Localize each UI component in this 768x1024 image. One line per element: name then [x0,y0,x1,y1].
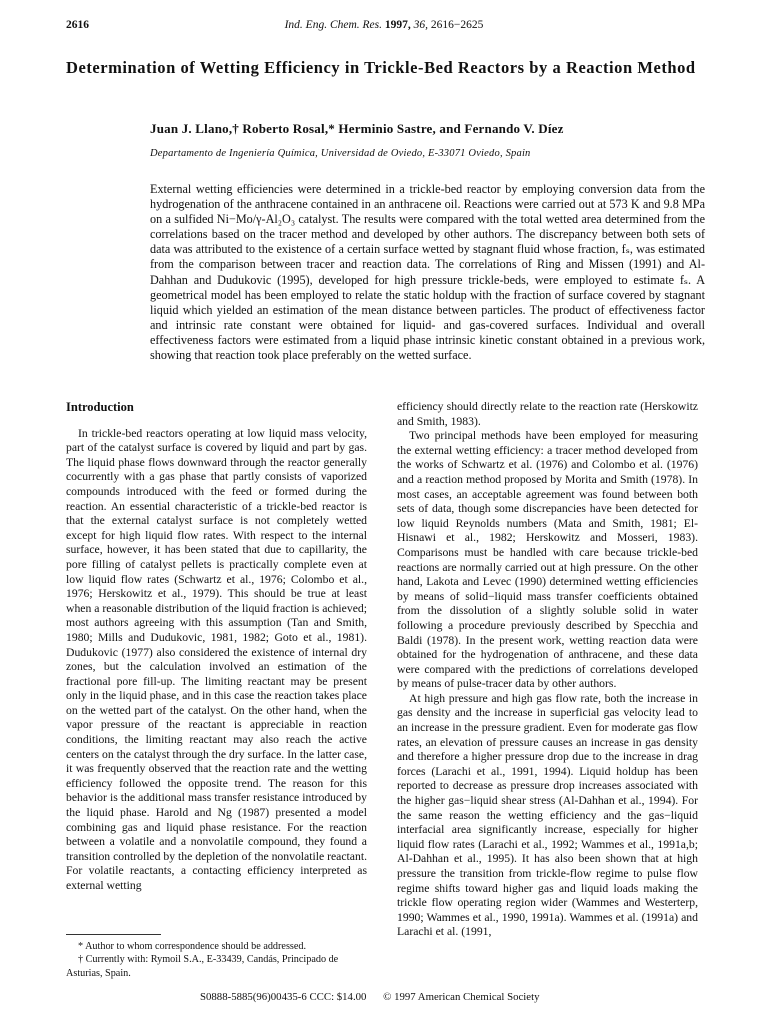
affiliation: Departamento de Ingeniería Química, Universidad de Oviedo, E-33071 Oviedo, Spain [150,148,531,159]
journal-pages: 2616−2625 [430,19,484,31]
copyright-notice: © 1997 American Chemical Society [383,991,540,1003]
section-heading-introduction: Introduction [66,400,134,414]
footnotes [66,940,367,980]
footnote-current-address: † Currently with: Rymoil S.A., E-33439, Candás, Principado de Asturias, Spain. [66,954,339,979]
right-column [397,400,698,940]
page-number: 2616 [66,19,89,31]
body-paragraph: At high pressure and high gas flow rate, both the increase in gas density and the increase in superficial gas velocity lead to an increase in the pressure gradient. Even for moderate gas flow rates, an elevation of pressure causes an increase in gas density and therefore a higher pressure drop due to the increase in drag forces (Larachi et al., 1991, 1994). Liquid holdup has been reported to decrease as pressure drop increases associated with the higher gas−liquid shear stress (Al-Dahhan et al., 1994). For the same reason the wetting efficiency and the gas−liquid interfacial area significantly increase, especially for higher liquid flow rates (Larachi et al., 1992; Wammes et al., 1991a,b; Al-Dahhan et al., 1995). It has also been shown that at high pressure the transition from trickle-flow regime to pulse flow regime shifts toward higher gas and liquid loads making the trickle flow operating region wider (Wammes and Westerterp, 1990; Wammes et al., 1990, 1991a). Wammes et al. (1991a) and Larachi et al. (1991, [397,691,698,939]
journal-citation [66,19,702,31]
author-list: Juan J. Llano,† Roberto Rosal,* Herminio Sastre, and Fernando V. Díez [150,121,564,136]
journal-volume: 36, [413,19,429,31]
body-paragraph: In trickle-bed reactors operating at low liquid mass velocity, part of the catalyst surface is covered by liquid and part by gas. The liquid phase flows downward through the reactor generally cocurrently with a gas phase that partly consists of vaporized compounds introduced with the feed or formed during the reaction. An essential characteristic of a trickle-bed reactor is that the external catalyst surface is not completely wetted except for high liquid flow rates. With respect to the internal surface, however, it has been stated that due to capillarity, the pore filling of catalyst pellets is practically complete even at low liquid flow rates (Schwartz et al., 1976; Colombo et al., 1976; Herskowitz et al., 1979). This should be true at least when a reasonable distribution of the liquid fraction is achieved; most authors agreeing with this assumption (Tan and Smith, 1980; Mills and Dudukovic, 1981, 1982; Goto et al., 1981). Dudukovic (1977) also considered the existence of internal dry zones, but the calculation involved an estimation of the fractional pore fill-up. The limiting reactant may be present only in the liquid phase, and in this case the reaction takes place on the wetted part of the catalyst. On the other hand, when the vapor pressure of the reactant is appreciable in reaction conditions, the limiting reactant may also reach the active centers on the catalyst through the dry surface. In the latter case, it was frequently observed that the reaction rate and the wetting efficiency followed the opposite trend. The reason for this behavior is the additional mass transfer resistance introduced by the liquid phase. Harold and Ng (1987) presented a model combining gas and liquid phase resistance. For the reaction between a volatile and a nonvolatile compound, they found a transition controlled by the depletion of the nonvolatile reactant. For volatile reactants, a contacting efficiency interpreted as external wetting [66,426,367,892]
left-column [66,400,367,894]
doi-code: S0888-5885(96)00435-6 CCC: $14.00 [200,991,367,1003]
page-footer [200,991,600,1003]
paper-title: Determination of Wetting Efficiency in Trickle-Bed Reactors by a Reaction Method [66,58,696,77]
footnote-corresponding-author: * Author to whom correspondence should be addressed. [78,941,307,952]
running-header [66,19,702,35]
body-paragraph: Two principal methods have been employed for measuring the external wetting efficiency: a tracer method developed from the works of Schwartz et al. (1976) and Colombo et al. (1976) and a reaction method proposed by Morita and Smith (1978). In most cases, an acceptable agreement was found between both sets of data, though some discrepancies have been detected for low liquid Reynolds numbers (Mata and Smith, 1981; El-Hisnawi et al., 1982; Herskowitz and Mosseri, 1983). Comparisons must be handled with care because trickle-bed reactions are normally carried out at high pressure. On the other hand, Lakota and Levec (1990) determined wetting efficiencies by means of solid−liquid mass transfer coefficients obtained from the dissolution of a slightly soluble solid in water following a procedure previously described by Specchia and Baldi (1978). In the present work, wetting reaction data were obtained for the hydrogenation of anthracene, and these data were compared with the predictions of correlations developed by means of pulse-tracer data by other authors. [397,429,698,691]
body-paragraph: efficiency should directly relate to the reaction rate (Herskowitz and Smith, 1983). [397,400,698,428]
footnote-divider [66,934,161,935]
journal-name: Ind. Eng. Chem. Res. [284,19,383,31]
journal-year: 1997, [384,19,411,31]
abstract: External wetting efficiencies were determined in a trickle-bed reactor by employing conversion data from the hydrogenation of the anthracene contained in an anthracene oil. Reactions were carried out at 573 K and 9.8 MPa on a sulfided Ni−Mo/γ-Al₂O₃ catalyst. The results were compared with the total wetted area determined from the correlations based on the tracer method and developed by other authors. The discrepancy between both sets of data was attributed to the existence of a certain surface wetted by stagnant fluid whose fraction, fₛ, was estimated from the comparison between tracer and reaction data. The correlations of Ring and Missen (1991) and Al-Dahhan and Dudukovic (1995), developed for high pressure trickle-beds, were employed to estimate fₛ. A geometrical model has been employed to relate the static holdup with the fraction of surface covered by stagnant liquid which yielded an estimation of the mean distance between particles. The product of effectiveness factor and intrinsic rate constant were obtained for liquid- and gas-covered surfaces. Individual and overall effectiveness factors were estimated from a liquid phase intrinsic kinetic constant obtained in a previous work, showing that reaction took place preferably on the wetted surface. [150,182,705,363]
